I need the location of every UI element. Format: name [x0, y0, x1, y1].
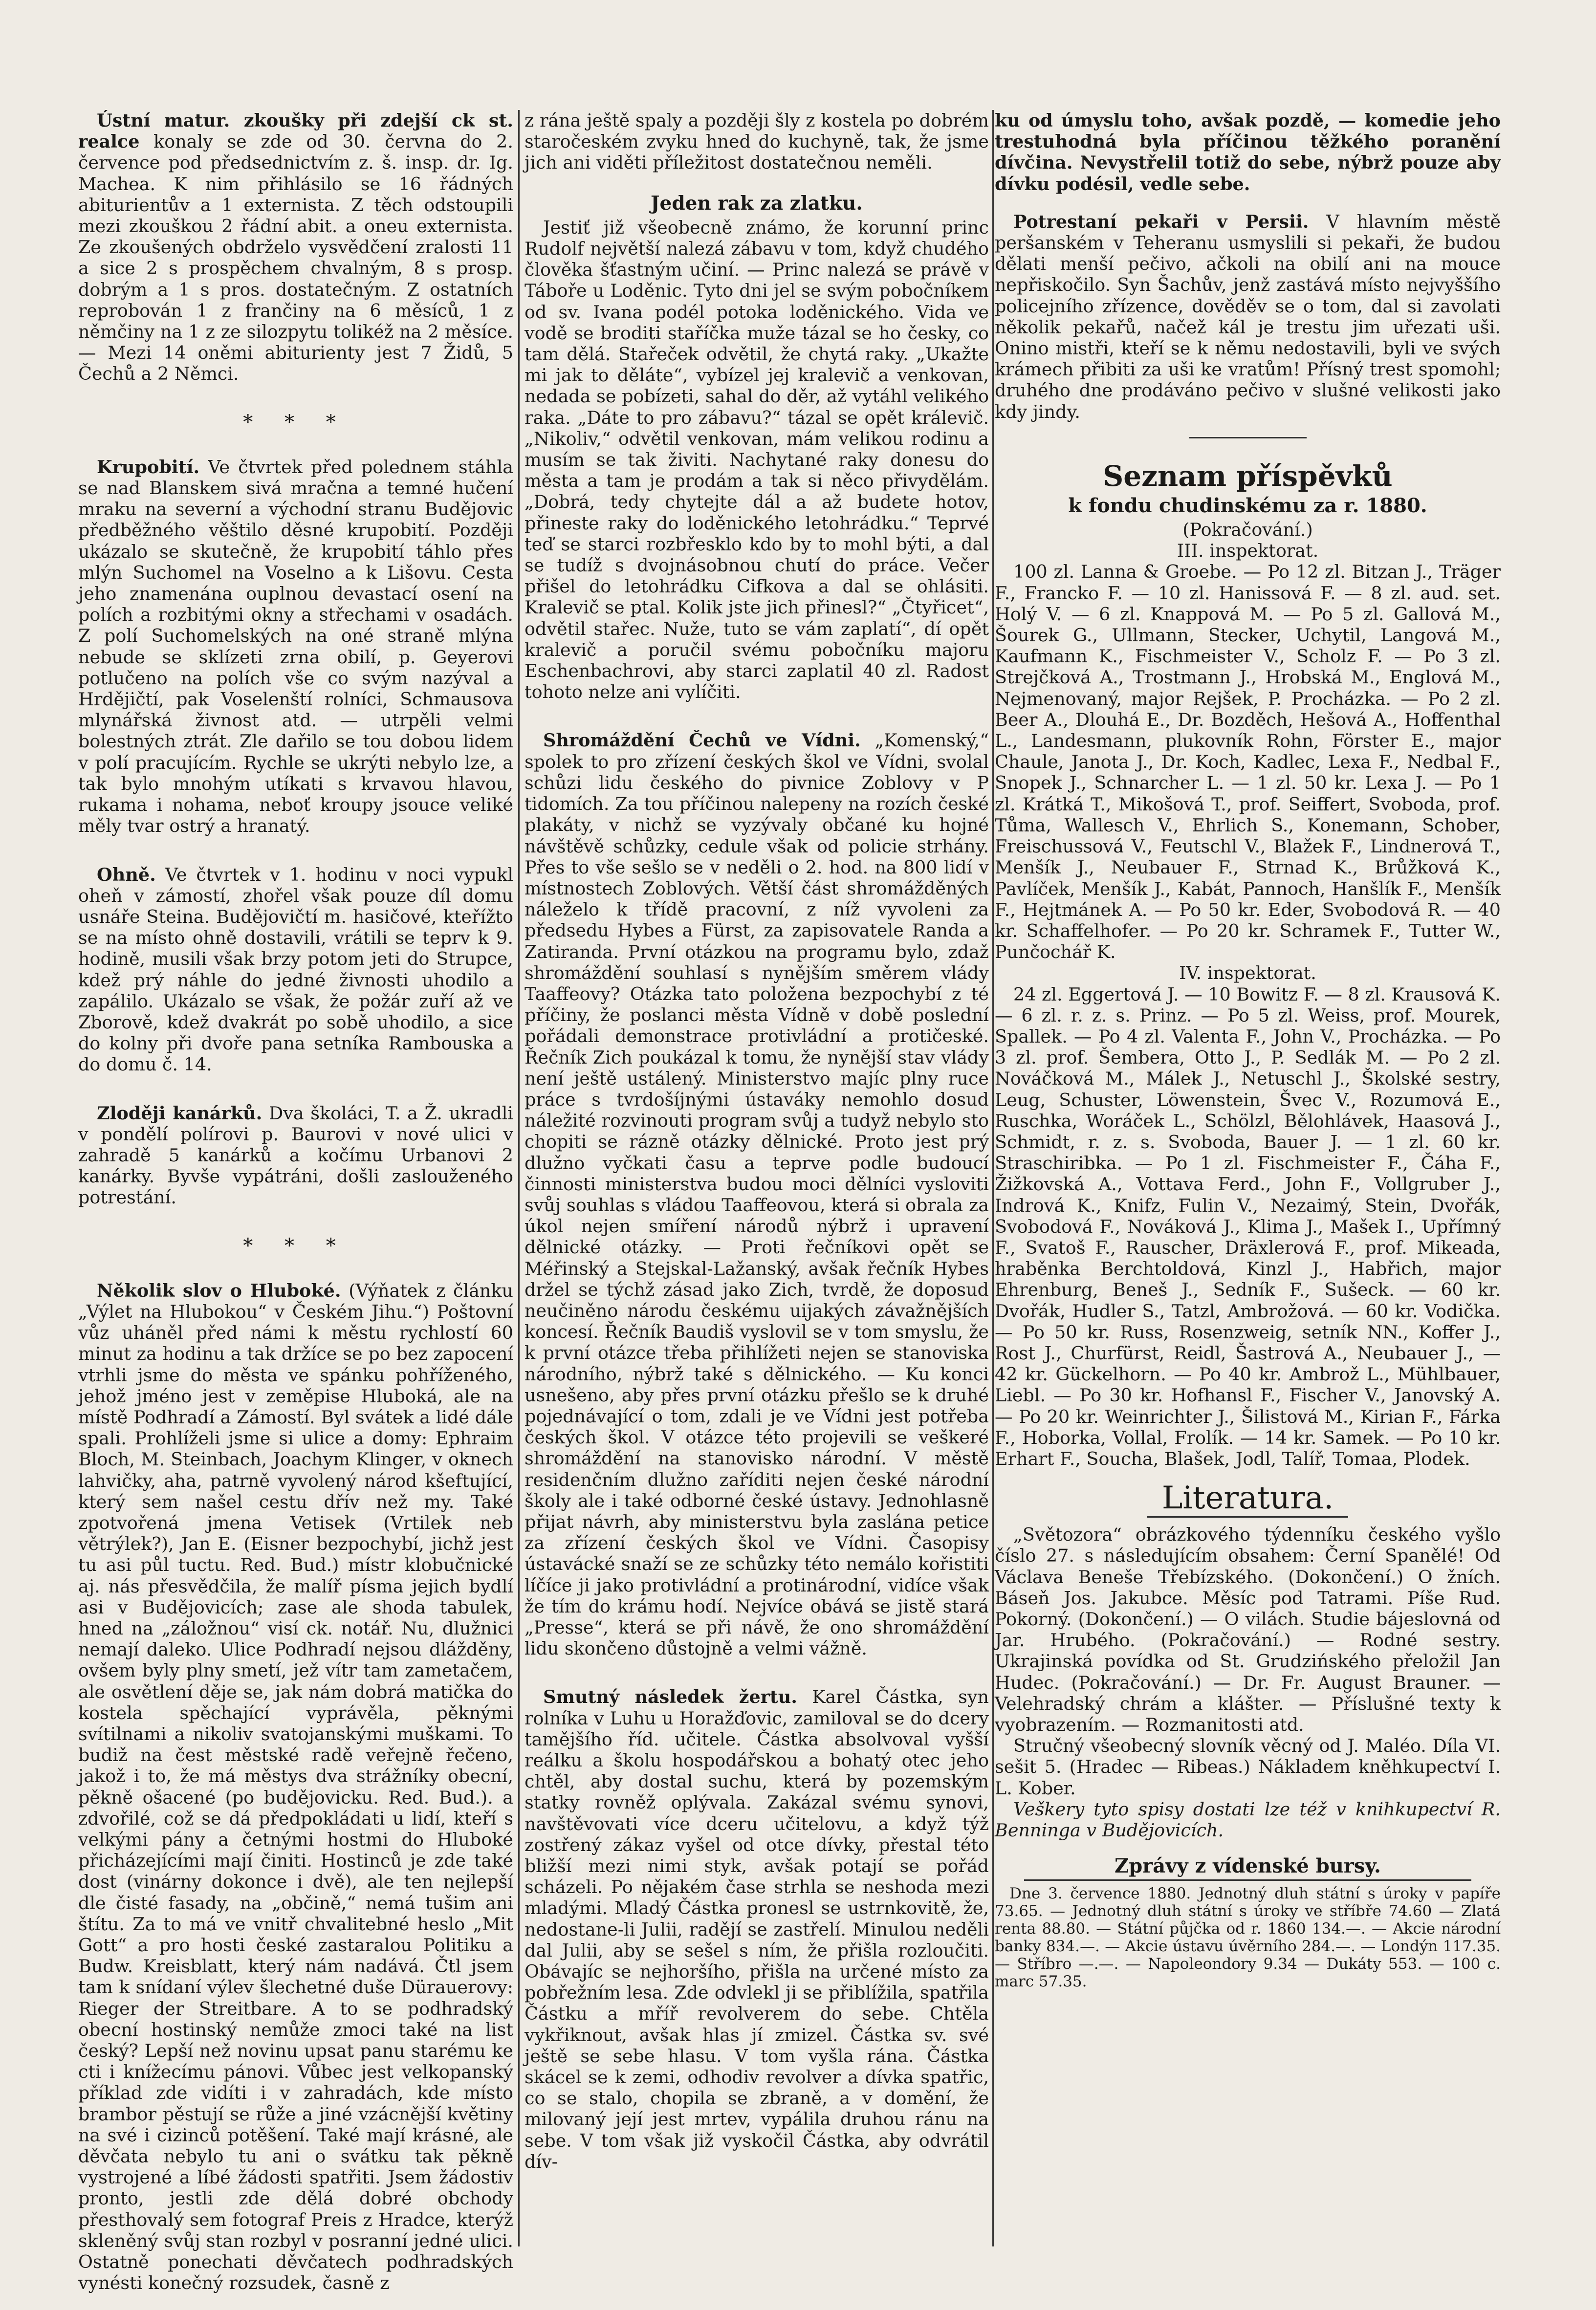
bourse-rule: [1024, 1879, 1471, 1881]
article-text: z rána ještě spaly a později šly z kostela po dobrém staročeském zvyku hned do kuchyně, tak, že jsme jich ani viděti příležitost dostatečnou neměli.: [525, 110, 989, 174]
literature-paragraph: Veškery tyto spisy dostati lze též v knihkupectví R. Benninga v Budějovicích.: [995, 1798, 1501, 1841]
article-hailstorm: [78, 457, 513, 837]
column-2: [525, 110, 989, 2266]
inspectorate-heading: III. inspektorat.: [1177, 540, 1319, 562]
article-headline: Potrestaní pekaři v Persii.: [1013, 211, 1309, 232]
article-text: Karel Částka, syn rolníka v Luhu u Horažďovic, zamiloval se do dcery tamějšího říd. učitele. Částka absolvoval vyšší reálku a školu hospodářskou a bohatý otec jeho chtěl, aby dostal suchu, která by pozemským statky rovněž oplývala. Zakázal svému synovi, navštěvovati více dceru učitelovu, a když týž zostřený zákaz vyšel od otce dívky, přestal této bližší mezi nimi styk, avšak potají se pořád scházeli. Po nějakém čase strhla se neshoda mezi mladými. Mladý Částka pronesl se ustrnkovitě, že, nedostane-li Julii, radějí se zastřelí. Minulou neděli dal Julii, aby se sešel s ním, že přišla rozloučiti. Obávajíc se nejhoršího, přišla na určené místo za pobřežním lesa. Zde odvlekl ji se přiblížila, spatřila Částku a mříř revolverem do sebe. Chtěla vykřiknout, avšak hlas jí zmizel. Částka sv. své ještě se sebe hlasu. V tom vyšla rána. Částka skácel se k zemi, odhodiv revolver a dívka spatřic, co se stalo, chopila se zbraně, a v domění, že milovaný její jest mrtev, vypálila druhou ránu na sebe. V tom však již vyskočil Částka, aby odvrátil dív-: [525, 1686, 989, 2172]
article-headline: Několik slov o Hluboké.: [97, 1280, 341, 1301]
article-headline: Zloději kanárků.: [97, 1102, 262, 1124]
literature-paragraph: Stručný všeobecný slovník věcný od J. Maléo. Díla VI. sešit 5. (Hradec — Ribeas.) Nákladem kněhkupectví I. L. Kober.: [995, 1735, 1501, 1799]
literature-paragraph: „Světozora“ obrázkového týdenníku českého vyšlo číslo 27. s následujícím obsahem: Černí Spanělé! Od Václava Beneše Třebízského. (Dokončení.) O žních. Báseň Jos. Jakubce. Měsíc pod Tatrami. Píše Rud. Pokorný. (Dokončení.) — O vilách. Studie bájeslovná od Jar. Hrubého. (Pokračování.) — Rodné sestry. Ukrajinská povídka od St. Grudzińského přeložil Jan Hudec. (Pokračování.) — Dr. Fr. August Brauner. — Velehradský chrám a klášter. — Příslušné texty k vyobrazením. — Rozmanitosti atd.: [995, 1524, 1501, 1736]
asterism-separator: * * *: [243, 411, 349, 434]
literature-title-text: Literatura.: [1147, 1480, 1348, 1518]
column-divider: [992, 110, 994, 2246]
article-continuation: [995, 110, 1501, 195]
donations-list: [995, 561, 1501, 962]
article-persian-bakers: [995, 211, 1501, 422]
section-rule: [1189, 437, 1307, 438]
article-headline: Shromáždění Čechů ve Vídni.: [543, 730, 861, 751]
literature-title: [995, 1480, 1501, 1516]
article-headline: Krupobití.: [97, 456, 200, 478]
article-text: Ve čtvrtek před polednem stáhla se nad Blanskem sivá mračna a temné hučení mraku na severní a východní stranu Budějovic předběžného věštilo děsné krupobití. Později ukázalo se skutečně, že krupobití táhlo přes mlýn Suchomel na Voselno a k Lišovu. Cesta jeho znamenána ouplnou devastací osení na polích a rozbitými okny a střechami v osadách. Z polí Suchomelských na oné straně mlýna nebude se sklízeti zrna obilí, p. Geyerovi potlučeno na polích vše co svým nazýval a Hrdějičtí, pak Voselenští rolníci, Schmausova mlynářská živnost atd. — utrpěli velmi bolestných ztrát. Zle dařilo se tou dobou lidem v polí pracujícím. Rychle se ukrýti nebylo lze, a tak bylo mnohým utíkati s krvavou hlavou, rukama i nohama, neboť kroupy jsouce veliké měly tvar ostrý a hranatý.: [78, 456, 513, 837]
article-headline: Jeden rak za zlatku.: [651, 192, 863, 215]
article-hluboka: [78, 1280, 513, 2294]
article-continuation: [525, 110, 989, 174]
donations-text: 24 zl. Eggertová J. — 10 Bowitz F. — 8 zl. Krausová K. — 6 zl. r. z. s. Prinz. — Po 5 zl. Weiss, prof. Mourek, Spallek. — Po 4 zl. Valenta F., John V., Procházka. — Po 3 zl. prof. Šembera, Otto J., P. Sedlák M. — Po 2 zl. Nováčková M., Málek J., Netuschl J., Školské sestry, Leug, Schuster, Löwenstein, Švec V., Rozumová E., Ruschka, Woráček L., Schölzl, Bělohlávek, Haasová J., Schmidt, r. z. s. Svoboda, Bauer J. — 1 zl. 60 kr. Straschiribka. — Po 1 zl. Fischmeister F., Čáha F., Žižkovská A., Vottava Ferd., John F., Vollgruber J., Indrová K., Knifz, Fulin V., Nezaimý, Stein, Dvořák, Svobodová F., Nováková J., Klima J., Mašek I., Upřímný F., Svatoš F., Rauscher, Dräxlerová F., prof. Mikeada, hraběnka Berchtoldová, Kinzl J., Habřich, major Ehrenburg, Beneš J., Sedník F., Sušeck. — 60 kr. Dvořák, Hudler S., Tatzl, Ambrožová. — 60 kr. Vodička. — Po 50 kr. Russ, Rosenzweig, setník NN., Koffer J., Rost J., Churfürst, Reidl, Šastrová A., Neubauer J., — 42 kr. Gückelhorn. — Po 40 kr. Ambrož L., Mühlbauer, Liebl. — Po 30 kr. Hofhansl F., Fischer V., Janovský A. — Po 20 kr. Weinrichter J., Šilistová M., Kirian F., Fárka F., Hoborka, Vollal, Frolík. — 14 kr. Samek. — Po 10 kr. Erhart F., Soucha, Blašek, Jodl, Talíř, Tomaa, Plodek.: [995, 983, 1501, 1469]
article-headline: Ústní matur. zkoušky při zdejší ck st. realce: [78, 110, 513, 153]
donations-text: 100 zl. Lanna & Groebe. — Po 12 zl. Bitzan J., Träger F., Francko F. — 10 zl. Hanissová F. — 8 zl. aud. set. Holý V. — 6 zl. Knappová M. — Po 5 zl. Gallová M., Šourek G., Ullmann, Stecker, Uchytil, Langová M., Kaufmann K., Fischmeister V., Scholz F. — Po 3 zl. Strejčková A., Trostmann J., Hrobská M., Englová M., Nejmenovaný, major Rejšek, P. Procházka. — Po 2 zl. Beer A., Dlouhá E., Dr. Bozděch, Hešová A., Hoffenthal L., Landesmann, plukovník Rohn, Förster E., major Chaule, Janota J., Dr. Koch, Kadlec, Lexa F., Nedbal F., Snopek J., Schnarcher L. — 1 zl. 50 kr. Lexa J. — Po 1 zl. Krátká T., Mikošová T., prof. Seiffert, Svoboda, prof. Tůma, Wallesch V., Ehrlich S., Konemann, Schober, Freischussová V., Feutschl V., Blažek F., Lindnerová T., Menšík J., Neubauer F., Strnad K., Brůžková K., Pavlíček, Menšík J., Kabát, Pannoch, Hanšlík F., Menšík F., Hejtmánek A. — Po 50 kr. Eder, Svobodová R. — 40 kr. Schaffelhofer. — Po 20 kr. Schramek F., Tutter W., Punčochář K.: [995, 561, 1501, 963]
column-1: [78, 110, 514, 2294]
article-text: V hlavním městě peršanském v Teheranu usmyslili si pekaři, že budou dělati menší pečivo, ačkoli na obilí ani na mouce nepřiskočilo. Syn Šachův, jenž zastává místo nejvyššího policejního zřízence, dověděv se o tom, dal si zavolati několik pekařů, načež kál je trestu jim uřezati uši. Onino mistři, kteří se k němu nedostavili, byli ve svých krámech přibiti za uši ke vratům! Přísný trest spomohl; druhého dne prodáváno pečivo v slušné velikosti jako kdy jindy.: [995, 211, 1501, 422]
literature-section: [995, 1524, 1501, 1841]
bourse-text: Dne 3. července 1880. Jednotný dluh státní s úroky v papíře 73.65. — Jednotný dluh státní s úroky ve stříbře 74.60 — Zlatá renta 88.80. — Státní půjčka od r. 1860 134.—. — Akcie národní banky 834.—. — Akcie ústavu úvěrního 284.—. — Londýn 117.35. — Stříbro —.—. — Napoleondory 9.34 — Dukáty 553. — 100 c. marc 57.35.: [995, 1885, 1501, 1991]
bourse-title: Zprávy z vídenské bursy.: [1115, 1854, 1381, 1878]
article-text: (Výňatek z článku „Výlet na Hlubokou“ v Českém Jihu.“) Poštovní vůz uháněl před námi k městu rychlostí 60 minut za hodinu a tak držíce se po bez zapocení vtrhli jsme do města ve spánku pohříženého, jehož jméno jest v zeměpise Hluboká, ale na místě Podhradí a Zámostí. Byl svátek a lidé dále spali. Prohlíželi jsme si ulice a domy: Ephraim Bloch, M. Steinbach, Joachym Klinger, v oknech lahvičky, aha, patrně vyvolený národ kšeftující, který sem našel cestu dřív než my. Také zpotvořená jmena Vetisek (Vrtilek neb větrýlek?), Jan E. (Eisner bezpochybí, jichž jest tu asi půl tuctu. Red. Bud.) místr klobučnické aj. nás přesvědčila, že malíř písma jejich bydlí asi v Budějovicích; zase ale shoda tabulek, hned na „záložnou“ visí ck. notář. Nu, dlužnici nemají daleko. Ulice Podhradí nejsou dlážděny, ovšem byly plny smetí, jež vítr tam zametačem, ale osvětlení děje se, jak nám dobrá matička do kostela spěchající vyprávěla, pěknými svítilnami a nikoliv svatojanskými muškami. To budiž na čest městské radě veřejně řečeno, jakož i to, že má městys dva strážníky obecní, pěkně ošacené (po budějovicku. Red. Bud.). a zdvořilé, což se dá předpokládati u lidí, kteří s velkými pány a četnými hostmi do Hluboké přicházejícími mají činiti. Hostinců je zde také dost (vinárny dokonce i dvě), ale ten nejlepší dle čisté fasady, na „občině,“ nemá tušim ani štítu. Za to má ve vnitř chvalitebné heslo „Mit Gott“ a pro hosti české zastaralou Politiku a Budw. Kreisblatt, který nám nadává. Čtl jsem tam k snídaní výlev šlechetné duše Dürauerovy: Rieger der Streitbare. A to se podhradský obecní hostinský nemůže zmoci také na list český? Lepší než novinu upsat panu starému ke cti i knížecímu pánovi. Vůbec jest velkopanský příklad zde vidíti i v zahradách, kde místo brambor pěstují se růže a jiné vzácnější květiny na své i cizinců potěšení. Také mají krásné, ale děvčata nebylo tu ani o svátku tak pěkně vystrojené a líbé žádosti spatřiti. Jsem žádostiv pronto, jestli zde dělá dobré obchody přesthovalý sem fotograf Preis z Hradce, kterýž skleněný svůj stan rozbyl v posranní jedné ulici. Ostatně ponechati děvčatech podhradských vynésti konečný rozsudek, časně z: [78, 1280, 514, 2294]
column-divider: [518, 110, 520, 2246]
bourse-report: [995, 1885, 1501, 1990]
article-maturity-exams: [78, 110, 513, 385]
article-text: ku od úmyslu toho, avšak pozdě, — komedie jeho trestuhodná byla příčinou těžkého poranění dívčina. Nevystřelil totiž do sebe, nýbrž pouze aby dívku podésil, vedle sebe.: [995, 110, 1501, 195]
article-headline: Smutný následek žertu.: [543, 1686, 798, 1708]
donations-note: (Pokračování.): [1182, 519, 1313, 541]
article-sad-joke: [525, 1686, 989, 2172]
article-text: Dva školáci, T. a Ž. ukradli v pondělí polírovi p. Baurovi v nové ulici v zahradě 5 kanárků a kočímu Urbanovi 2 kanárky. Byvše vypátráni, došli zaslouženého potrestání.: [78, 1102, 513, 1208]
article-text: Ve čtvrtek v 1. hodinu v noci vypukl oheň v zámostí, zhořel však pouze díl domu usnáře Steina. Budějovičtí m. hasičové, kteřížto se na místo ohně dostavili, vrátili se teprv k 9. hodině, musili však brzy potom jeti do Strupce, kdež prý náhle do jedné živnosti uhodilo a zapálilo. Ukázalo se však, že požár zuří až ve Zborově, kdež dvakrát po sobě uhodilo, a sice do kolny při dvoře pana setníka Rambouska a do domu č. 14.: [78, 864, 513, 1075]
article-headline: Ohně.: [97, 864, 156, 885]
inspectorate-heading: IV. inspektorat.: [1179, 962, 1316, 984]
donations-list: [995, 984, 1501, 1470]
article-text: Jestiť již všeobecně známo, že korunní princ Rudolf největší nalezá zábavu v tom, když chudého člověka šťastným učiní. — Princ nalezá se právě v Táboře u Loděnic. Tyto dni jel se svým pobočníkem od sv. Ivana podél potoka loděnického. Vida ve vodě se broditi staříčka muže tázal se ho česky, co tam dělá. Stařeček odvětil, že chytá raky. „Ukažte mi jak to děláte“, vybízel jej kralevič a venkovan, nedada se pobízeti, sahal do děr, až vytáhl velikého raka. „Dáte to pro zábavu?“ tázal se opět králevič. „Nikoliv,“ odvětil venkovan, mám velikou rodinu a musím se tak živiti. Nachytané raky donesu do města a tam je prodám a tak si něco přivydělám. „Dobrá, tedy chytejte dál a až budete hotov, přineste raky do loděnického letohrádku.“ Teprvé teď se starci rozbřesklo kdo by to mohl býti, a dal se tudíž s dvojnásobnou chutí do práce. Večer přišel do letohrádku Cifkova a dal se ohlásiti. Kralevič se ptal. Kolik jste jich přinesl?“ „Čtyřicet“, odvětil stařec. Nuže, tuto se vám zaplatí“, dí opět kralevič a poručil svému pobočníku majoru Eschenbachrovi, aby starci zaplatil 40 zl. Radost tohoto nelze ani vylíčiti.: [525, 217, 989, 703]
article-canary-thieves: [78, 1103, 513, 1208]
article-text: konaly se zde od 30. června do 2. července pod předsednictvím z. š. insp. dr. Ig. Machea. K nim přihlásilo se 16 řádných abiturientův a 1 externista. Z těch odstoupili mezi zkouškou 2 řádní abit. a oneu externista. Ze zkoušených obdrželo vysvědčení zralosti 11 a sice 2 s prospěchem chvalným, 8 s prosp. dobrým a 1 s pros. dostatečným. Z ostatních reprobován 1 z frančiny na 6 měsíců, 1 z němčiny na 1 z ze silozpytu tolikéž na 2 měsíce. — Mezi 14 oněmi abiturienty jest 7 Židů, 5 Čechů a 2 Němci.: [78, 131, 513, 385]
asterism-separator: * * *: [243, 1234, 349, 1257]
donations-subtitle: k fondu chudinskému za r. 1880.: [1068, 494, 1427, 517]
article-text: „Komenský,“ spolek to pro zřízení českých škol ve Vídni, svolal schůzi lidu českého do pivnice Zoblovy v P tidomích. Za tou příčinou nalepeny na rozích české plakáty, v nichž se vyzývaly občané ku hojné návštěvě schůzky, cedule však od policie strhány. Přes to vše sešlo se v neděli o 2. hod. na 800 lidí v místnostech Zoblových. Větší část shromážděných náleželo k třídě pracovní, z níž vyvoleni za předsedu Hybes a Fürst, za zapisovatele Randa a Zatiranda. První otázkou na programu bylo, zdaž shromáždění souhlasí s nynějším směrem vlády Taaffeovy? Otázka tato položena bezpochybí z té příčiny, že poslanci města Vídně v době poslední pořádali demonstrace protivládní a protičeské. Řečník Zich poukázal k tomu, že nynější stav vlády není ještě ustálený. Ministerstvo majíc plny ruce práce s tvrdošíjnými ústaváky nemohlo dosud náležité rozvinouti program svůj a tudyž nebylo sto chopiti se rázně otázky dělnické. Proto jest prý dlužno vyčkati času a teprve podle budoucí činnosti ministerstva budou moci dělníci vysloviti svůj souhlas s vládou Taaffeovou, která si obrala za úkol nejen smíření národů nýbrž i upravení dělnické otázky. — Proti řečníkovi opět se Méřinský a Stejskal-Lažanský, avšak řečník Hybes držel se týchž zásad jako Zich, tvrdě, že doposud neučiněno národu českému uijakých závažnějších koncesí. Řečník Baudiš vyslovil se v tom smyslu, že k první otázce třeba přihlížeti nejen se stanoviska národního, nýbrž také s dělnického. — Ku konci usnešeno, aby přes první otázku přešlo se k druhé pojednávající o tom, zdali je ve Vídni jest potřeba českých škol. V otázce této projevili se veškeré shromáždění na stanovisko národní. V městě residenčním dlužno zaříditi nejen české národní školy ale i také odborné české ústavy. Jednohlasně přijat návrh, aby ministerstvu byla zaslána petice za zřízení českých škol ve Vídni. Časopisy ústavácké snaží se ze schůzky této nemálo kořistiti líčíce ji jako protivládní a protinárodní, vidíce však že tím do krámu hodí. Nejvíce obává se jistě stará „Presse“, která se při návě, že ono shromáždění lidu skončeno důstojně a velmi vážně.: [525, 730, 989, 1659]
column-3: [995, 110, 1501, 2266]
article-czech-assembly-vienna: [525, 730, 989, 1659]
donations-title: Seznam příspěvků: [1103, 459, 1393, 493]
article-fires: [78, 864, 513, 1075]
article-crayfish: [525, 217, 989, 703]
